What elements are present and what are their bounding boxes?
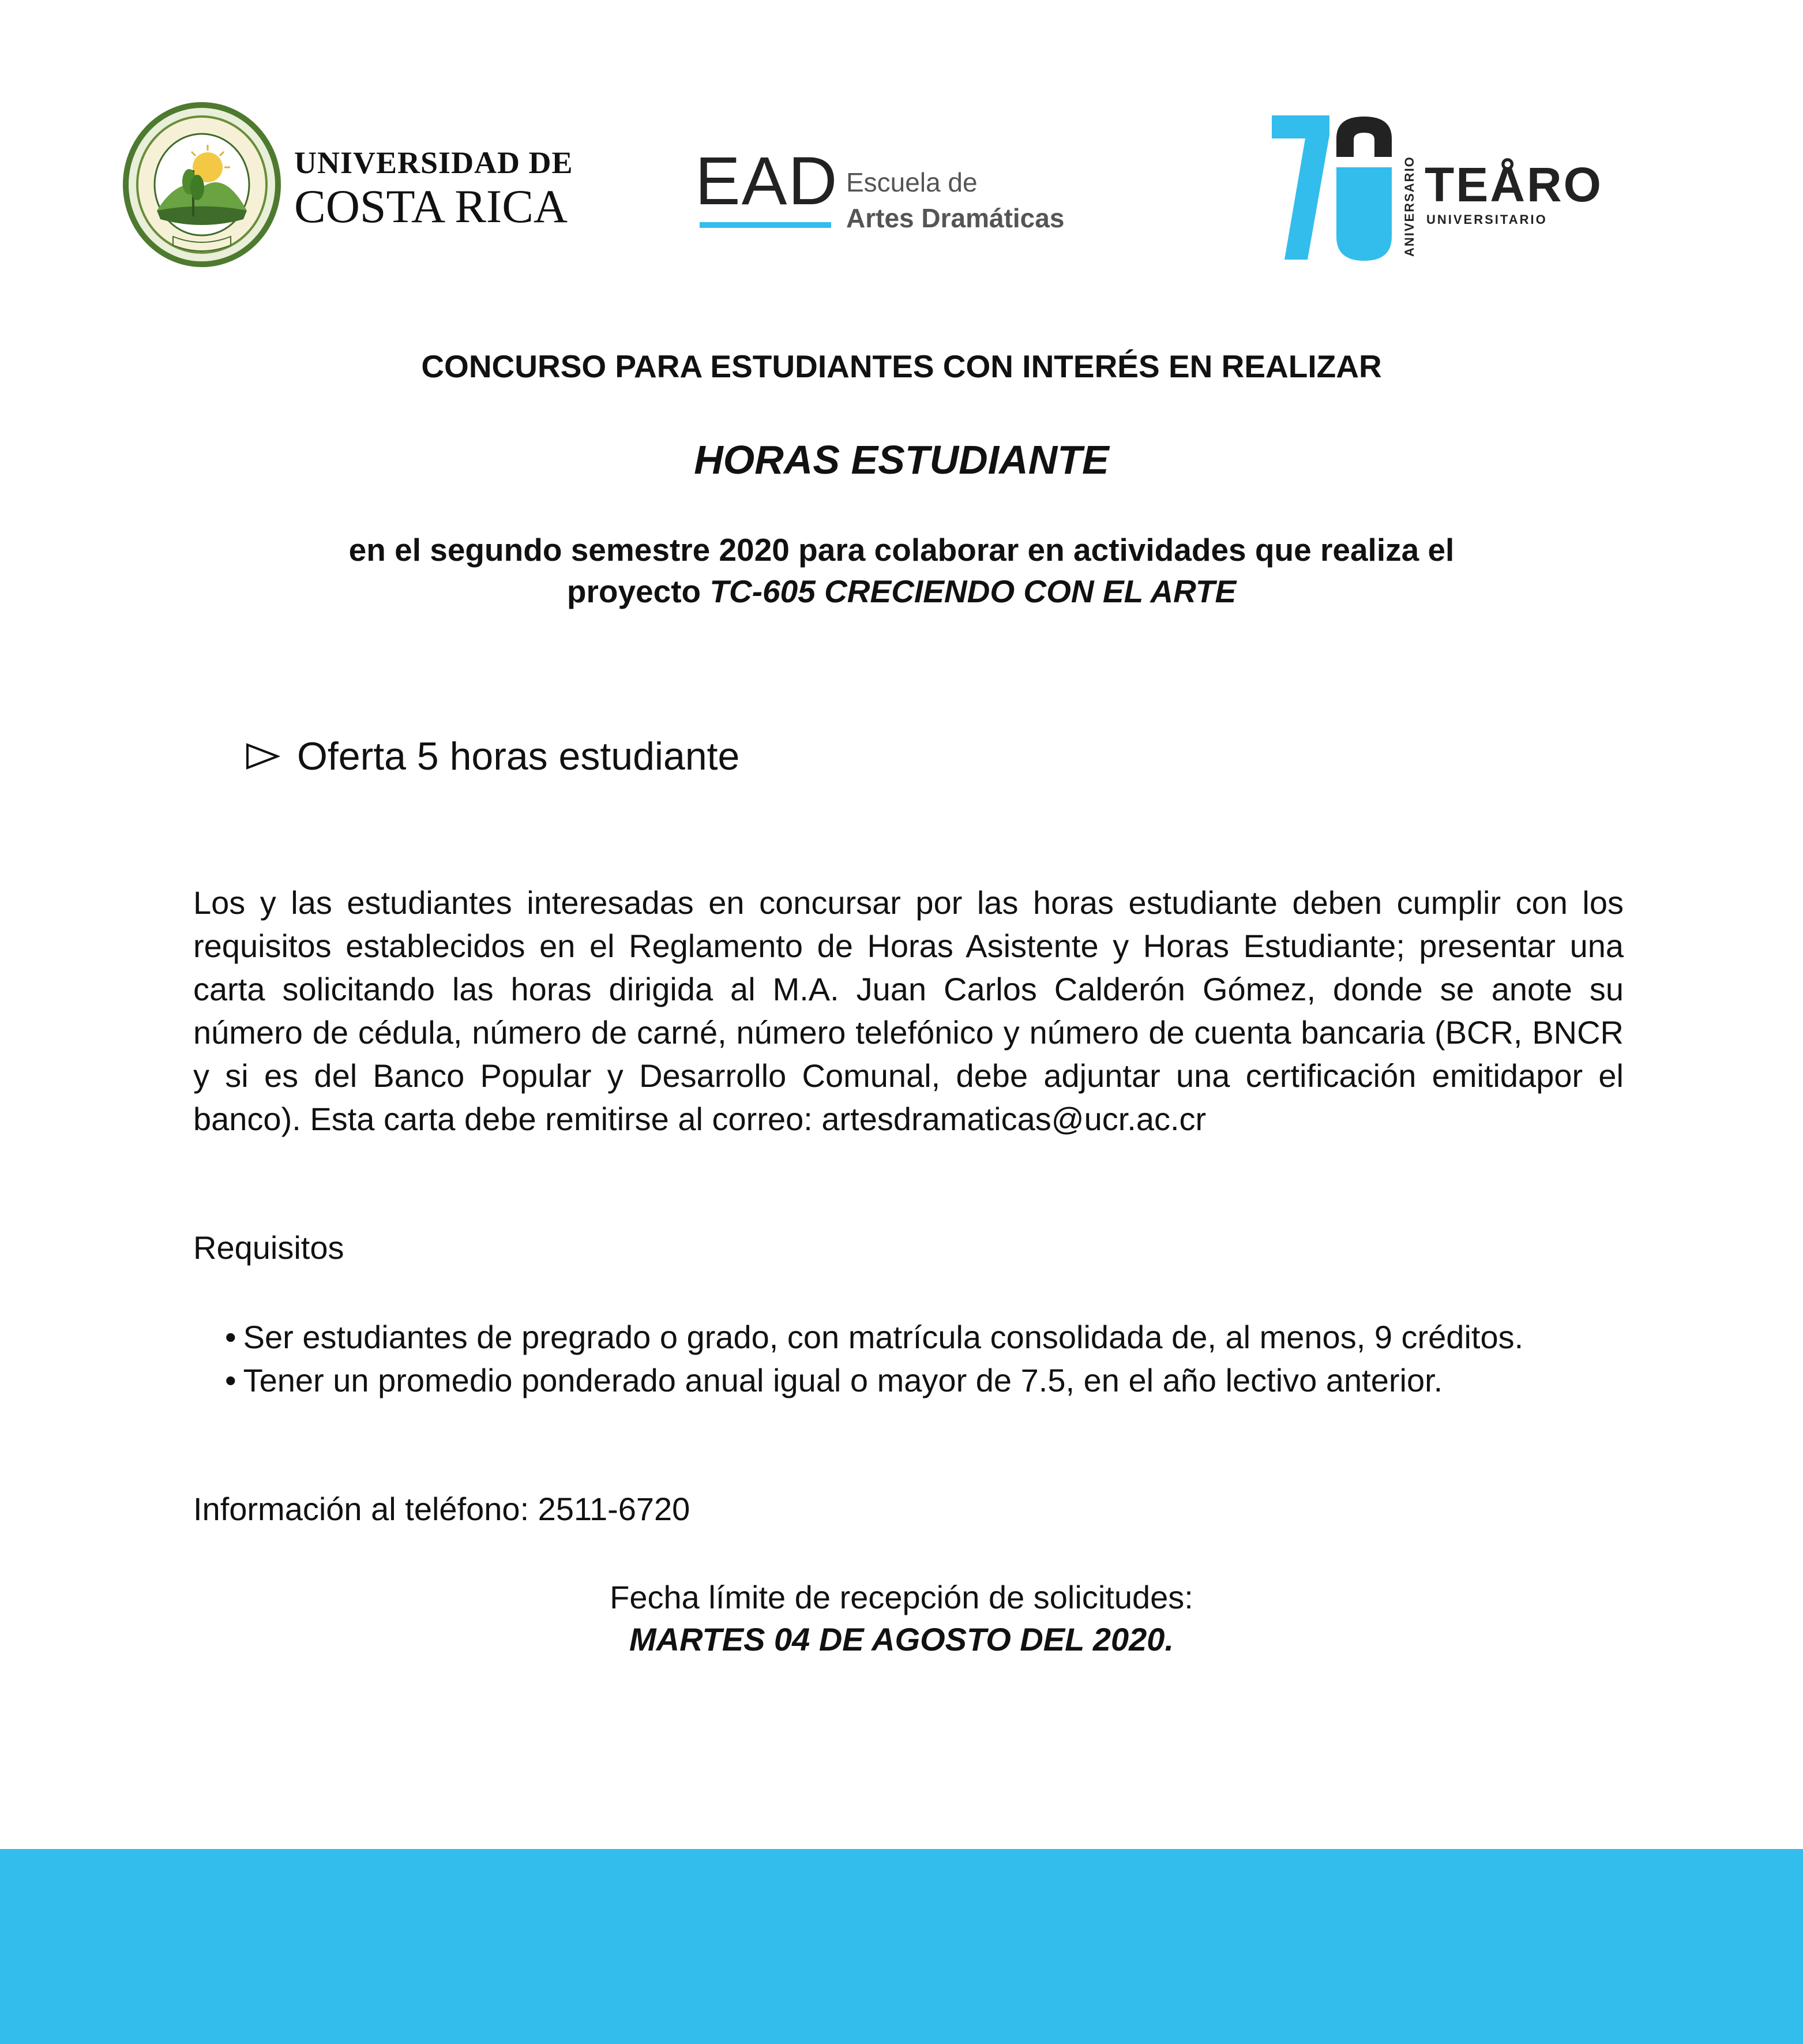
deadline-block bbox=[0, 1576, 1803, 1660]
footer-band bbox=[0, 1849, 1803, 2044]
bullet-icon: • bbox=[225, 1362, 236, 1398]
ead-sub1: Escuela de bbox=[846, 167, 978, 197]
contact-info: Información al teléfono: 2511-6720 bbox=[193, 1491, 690, 1527]
ucr-line1: UNIVERSIDAD DE bbox=[294, 145, 573, 180]
offer-text: Oferta 5 horas estudiante bbox=[297, 734, 740, 778]
ucr-logo bbox=[121, 101, 583, 274]
ead-subtitle bbox=[846, 164, 1064, 236]
list-item bbox=[193, 1359, 1624, 1402]
anniversary-text: ANIVERSARIO bbox=[1402, 156, 1417, 257]
ucr-seal-icon bbox=[121, 101, 283, 268]
deadline-date: MARTES 04 DE AGOSTO DEL 2020. bbox=[629, 1621, 1174, 1657]
teatro-name: TEÅRO bbox=[1425, 157, 1603, 212]
arrow-bullet-icon bbox=[245, 742, 280, 770]
teatro-logo bbox=[1272, 115, 1603, 265]
offer-item bbox=[245, 734, 739, 779]
page-subtitle: HORAS ESTUDIANTE bbox=[694, 437, 1109, 482]
ucr-wordmark bbox=[294, 147, 573, 230]
project-name: TC-605 CRECIENDO CON EL ARTE bbox=[709, 573, 1237, 609]
page-title: CONCURSO PARA ESTUDIANTES CON INTERÉS EN REALIZAR bbox=[421, 348, 1382, 384]
list-item bbox=[193, 1315, 1624, 1359]
semester-line2 bbox=[0, 571, 1803, 613]
teatro-sub: UNIVERSITARIO bbox=[1426, 212, 1547, 227]
deadline-label: Fecha límite de recepción de solicitudes: bbox=[610, 1579, 1193, 1615]
requirement-text: Ser estudiantes de pregrado o grado, con matrícula consolidada de, al menos, 9 créditos. bbox=[243, 1319, 1524, 1355]
semester-line1: en el segundo semestre 2020 para colaborar en actividades que realiza el bbox=[348, 532, 1455, 568]
anniversary-label bbox=[1398, 150, 1421, 260]
project-prefix: proyecto bbox=[566, 573, 710, 609]
ead-underline bbox=[700, 222, 831, 228]
requirement-text: Tener un promedio ponderado anual igual o mayor de 7.5, en el año lectivo anterior. bbox=[243, 1362, 1443, 1398]
requirements-list bbox=[193, 1315, 1624, 1402]
ucr-line2: COSTA RICA bbox=[294, 180, 568, 232]
ead-sub2: Artes Dramáticas bbox=[846, 203, 1065, 234]
seventy-anniversary-icon bbox=[1272, 115, 1396, 262]
requirements-title: Requisitos bbox=[193, 1229, 344, 1266]
bullet-icon: • bbox=[225, 1319, 236, 1355]
semester-description bbox=[0, 530, 1803, 612]
requirements-paragraph: Los y las estudiantes interesadas en concursar por las horas estudiante deben cumplir con los requisitos establecidos en el Reglamento de Horas Asistente y Horas Estudiante; presentar una carta solicitando las horas dirigida al M.A. Juan Carlos Calderón Gómez, donde se anote su número de cédula, número de carné, número telefónico y número de cuenta bancaria (BCR, BNCR y si es del Banco Popular y Desarrollo Comunal, debe adjuntar una certificación emitidapor el banco). Esta carta debe remitirse al correo: artesdramaticas@ucr.ac.cr bbox=[193, 884, 1624, 1137]
ead-mark: EAD bbox=[695, 143, 839, 219]
ead-logo bbox=[695, 143, 1099, 239]
